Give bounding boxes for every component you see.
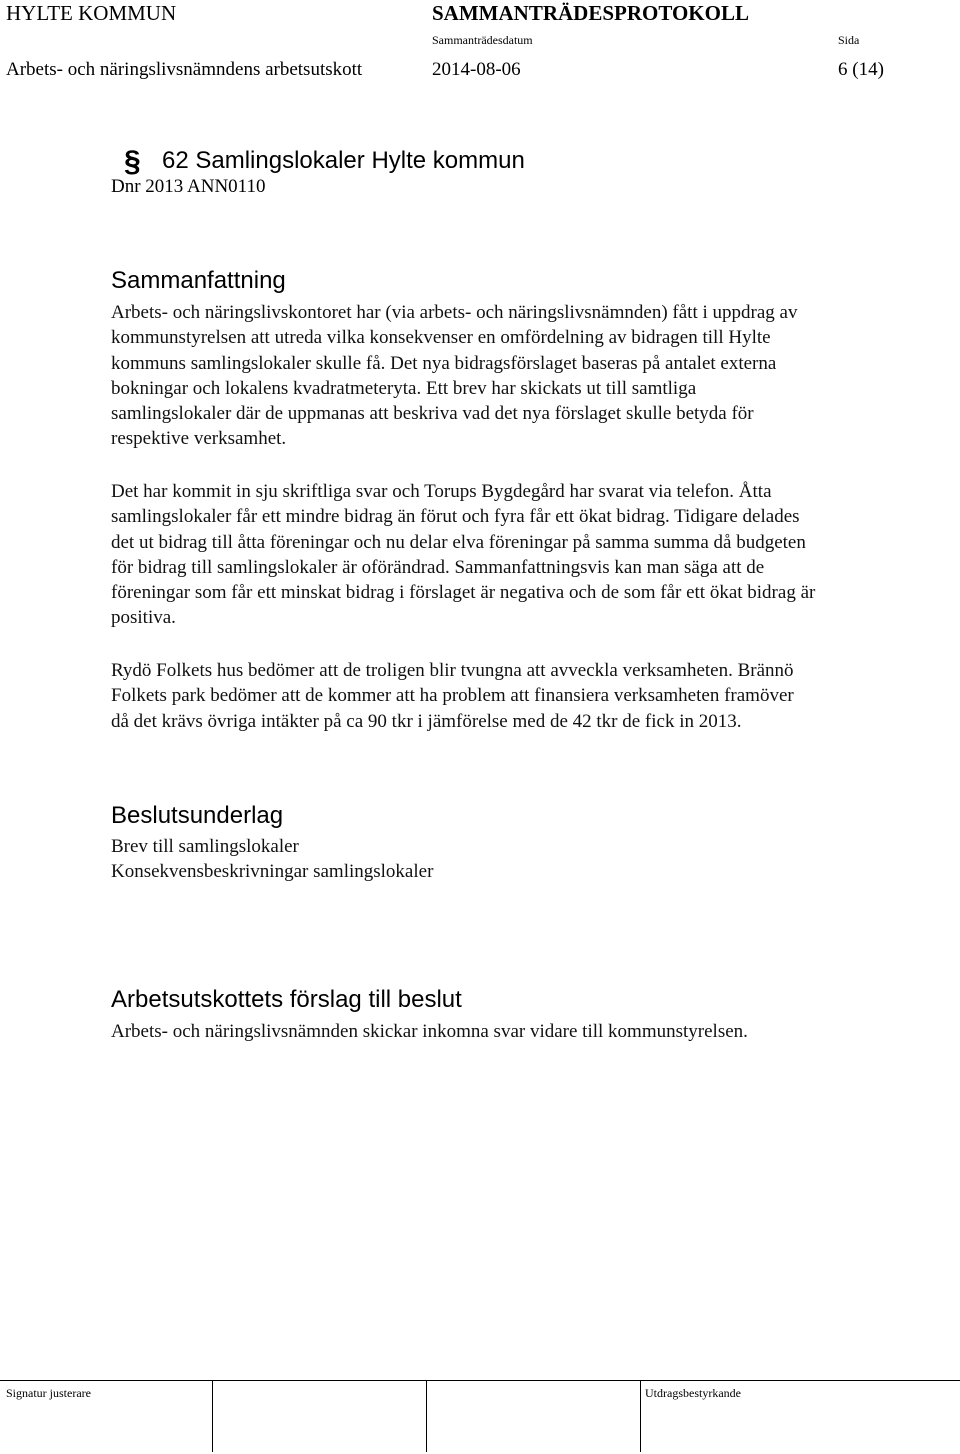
summary-p2-line: Det har kommit in sju skriftliga svar och Torups Bygdegård har svarat via telefon. Åtta xyxy=(111,481,772,502)
summary-p3-line: då det krävs övriga intäkter på ca 90 tkr i jämförelse med de 42 tkr de fick in 2013. xyxy=(111,710,742,732)
proposal-line: Arbets- och näringslivsnämnden skickar inkomna svar vidare till kommunstyrelsen. xyxy=(111,1021,748,1042)
summary-p1-line: samlingslokaler där de uppmanas att beskriva vad det nya förslaget skulle betyda för xyxy=(111,403,754,425)
page-label: Sida xyxy=(838,33,860,47)
summary-paragraph-1 xyxy=(111,300,956,452)
summary-paragraph-3 xyxy=(111,658,956,734)
basis-item: Brev till samlingslokaler xyxy=(111,836,299,857)
paragraph-symbol: § xyxy=(124,145,141,178)
committee-name: Arbets- och näringslivsnämndens arbetsutskott xyxy=(6,59,363,80)
meeting-date-label: Sammanträdesdatum xyxy=(432,33,533,47)
footer-divider xyxy=(640,1380,641,1452)
page-number: 6 (14) xyxy=(838,59,884,80)
basis-heading: Beslutsunderlag xyxy=(111,802,284,829)
document-type: SAMMANTRÄDESPROTOKOLL xyxy=(432,1,749,25)
summary-paragraph-2 xyxy=(111,479,956,631)
meeting-date: 2014-08-06 xyxy=(432,59,521,80)
proposal-heading: Arbetsutskottets förslag till beslut xyxy=(111,986,462,1013)
summary-p2-line: det ut bidrag till åtta föreningar och nu delar elva föreningar på samma summa då budgeten xyxy=(111,531,806,553)
signature-label: Signatur justerare xyxy=(6,1386,91,1400)
case-number: Dnr 2013 ANN0110 xyxy=(111,176,266,197)
summary-p2-line: för bidrag till samlingslokaler är oförändrad. Sammanfattningsvis kan man säga att de xyxy=(111,556,765,578)
summary-p2-line: föreningar som får ett minskat bidrag i förslaget är negativa och de som får ett ökat bidrag är xyxy=(111,582,816,604)
footer-divider xyxy=(426,1380,427,1452)
organization-name: HYLTE KOMMUN xyxy=(6,1,177,25)
summary-p1-line: respektive verksamhet. xyxy=(111,428,287,450)
summary-p1-line: kommuns samlingslokaler skulle få. Det nya bidragsförslaget baseras på antalet externa xyxy=(111,352,777,374)
summary-p2-line: positiva. xyxy=(111,607,176,629)
summary-p1-line: bokningar och lokalens kvadratmeteryta. Ett brev har skickats ut till samtliga xyxy=(111,377,697,399)
basis-item: Konsekvensbeskrivningar samlingslokaler xyxy=(111,861,434,883)
footer-divider xyxy=(212,1380,213,1452)
summary-p2-line: samlingslokaler får ett mindre bidrag än förut och fyra får ett ökat bidrag. Tidigare delades xyxy=(111,506,800,528)
summary-p1-line: Arbets- och näringslivskontoret har (via arbets- och näringslivsnämnden) fått i uppdrag av xyxy=(111,302,798,323)
basis-list xyxy=(111,834,956,885)
summary-p1-line: kommunstyrelsen att utreda vilka konsekvenser en omfördelning av bidragen till Hylte xyxy=(111,327,771,349)
extract-certification-label: Utdragsbestyrkande xyxy=(645,1386,741,1400)
summary-heading: Sammanfattning xyxy=(111,267,286,294)
summary-p3-line: Rydö Folkets hus bedömer att de troligen blir tvungna att avveckla verksamheten. Brännö xyxy=(111,660,794,681)
proposal-text xyxy=(111,1019,956,1044)
footer-rule xyxy=(0,1380,960,1381)
item-title: 62 Samlingslokaler Hylte kommun xyxy=(162,147,525,174)
summary-p3-line: Folkets park bedömer att de kommer att ha problem att finansiera verksamheten framöver xyxy=(111,685,794,707)
